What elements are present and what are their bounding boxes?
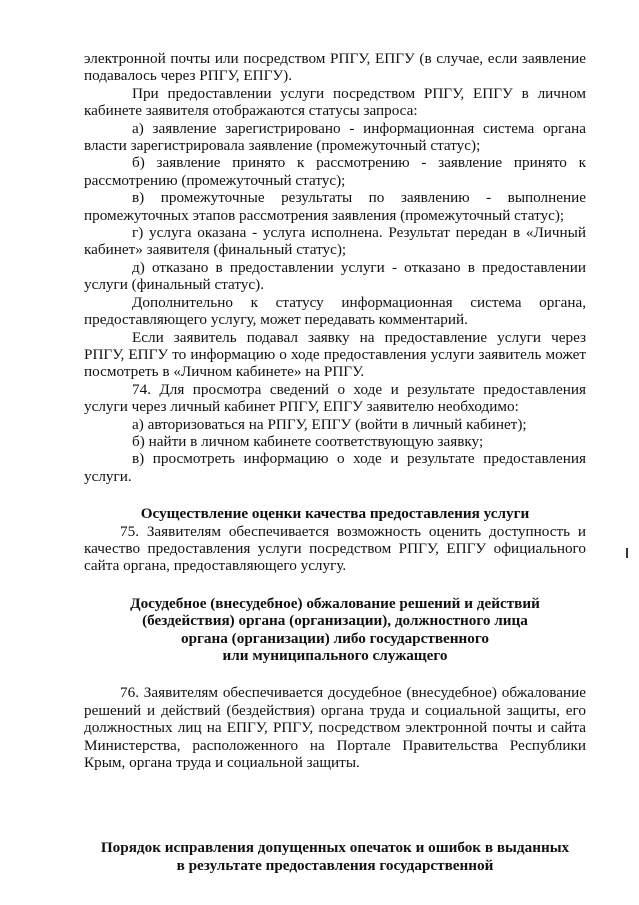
top-paragraphs — [84, 50, 586, 485]
paragraph: электронной почты или посредством РПГУ, ЕПГУ (в случае, если заявление подавалось через РПГУ, ЕПГУ). — [84, 50, 586, 85]
heading-appeal — [84, 595, 586, 665]
paragraph: б) заявление принято к рассмотрению - заявление принято к рассмотрению (промежуточный статус); — [84, 154, 586, 189]
paragraph: Если заявитель подавал заявку на предоставление услуги через РПГУ, ЕПГУ то информацию о ходе предоставления услуги заявитель может посмотреть в «Личном кабинете» на РПГУ. — [84, 328, 586, 381]
heading-corrections — [84, 839, 586, 874]
heading-appeal-line: Досудебное (внесудебное) обжалование решений и действий — [130, 594, 540, 612]
heading-appeal-line: органа (организации) либо государственного — [181, 629, 489, 647]
paragraph: в) промежуточные результаты по заявлению - выполнение промежуточных этапов рассмотрения заявления (промежуточный статус); — [84, 189, 586, 224]
paragraph: б) найти в личном кабинете соответствующую заявку; — [132, 432, 484, 450]
paragraph: а) авторизоваться на РПГУ, ЕПГУ (войти в личный кабинет); — [132, 415, 527, 433]
paragraph-75: 75. Заявителям обеспечивается возможность оценить доступность и качество предоставления услуги посредством РПГУ, ЕПГУ официального сайта органа, предоставляющего услугу. — [84, 522, 586, 575]
paragraph: в) просмотреть информацию о ходе и результате предоставления услуги. — [84, 450, 586, 485]
paragraph: Дополнительно к статусу информационная система органа, предоставляющего услугу, может передавать комментарий. — [84, 293, 586, 329]
heading-appeal-line: или муниципального служащего — [222, 647, 448, 664]
paragraph-76: 76. Заявителям обеспечивается досудебное (внесудебное) обжалование решений и действий (бездействия) органа труда и социальной защиты, его должностных лиц на ЕПГУ, РПГУ, посредством электронной почты и сайта Министерства, расположенного на Портале Правительства Республики Крым, органа труда и социальной защиты. — [84, 684, 586, 772]
heading-corrections-line: Порядок исправления допущенных опечаток и ошибок в выданных — [100, 839, 570, 857]
document-page — [84, 50, 586, 874]
paragraph: г) услуга оказана - услуга исполнена. Результат передан в «Личный кабинет» заявителя (финальный статус); — [84, 224, 586, 259]
paragraph: При предоставлении услуги посредством РПГУ, ЕПГУ в личном кабинете заявителя отображаются статусы запроса: — [84, 84, 586, 120]
heading-quality-assessment: Осуществление оценки качества предоставления услуги — [140, 505, 530, 523]
margin-mark — [626, 548, 628, 558]
paragraph: 74. Для просмотра сведений о ходе и результате предоставления услуги через личный кабинет РПГУ, ЕПГУ заявителю необходимо: — [84, 380, 586, 416]
paragraph: д) отказано в предоставлении услуги - отказано в предоставлении услуги (финальный статус). — [84, 258, 586, 294]
heading-corrections-line: в результате предоставления государственной — [176, 856, 494, 874]
heading-appeal-line: (бездействия) органа (организации), должностного лица — [142, 612, 528, 630]
paragraph: а) заявление зарегистрировано - информационная система органа власти зарегистрировала заявление (промежуточный статус); — [84, 119, 586, 155]
